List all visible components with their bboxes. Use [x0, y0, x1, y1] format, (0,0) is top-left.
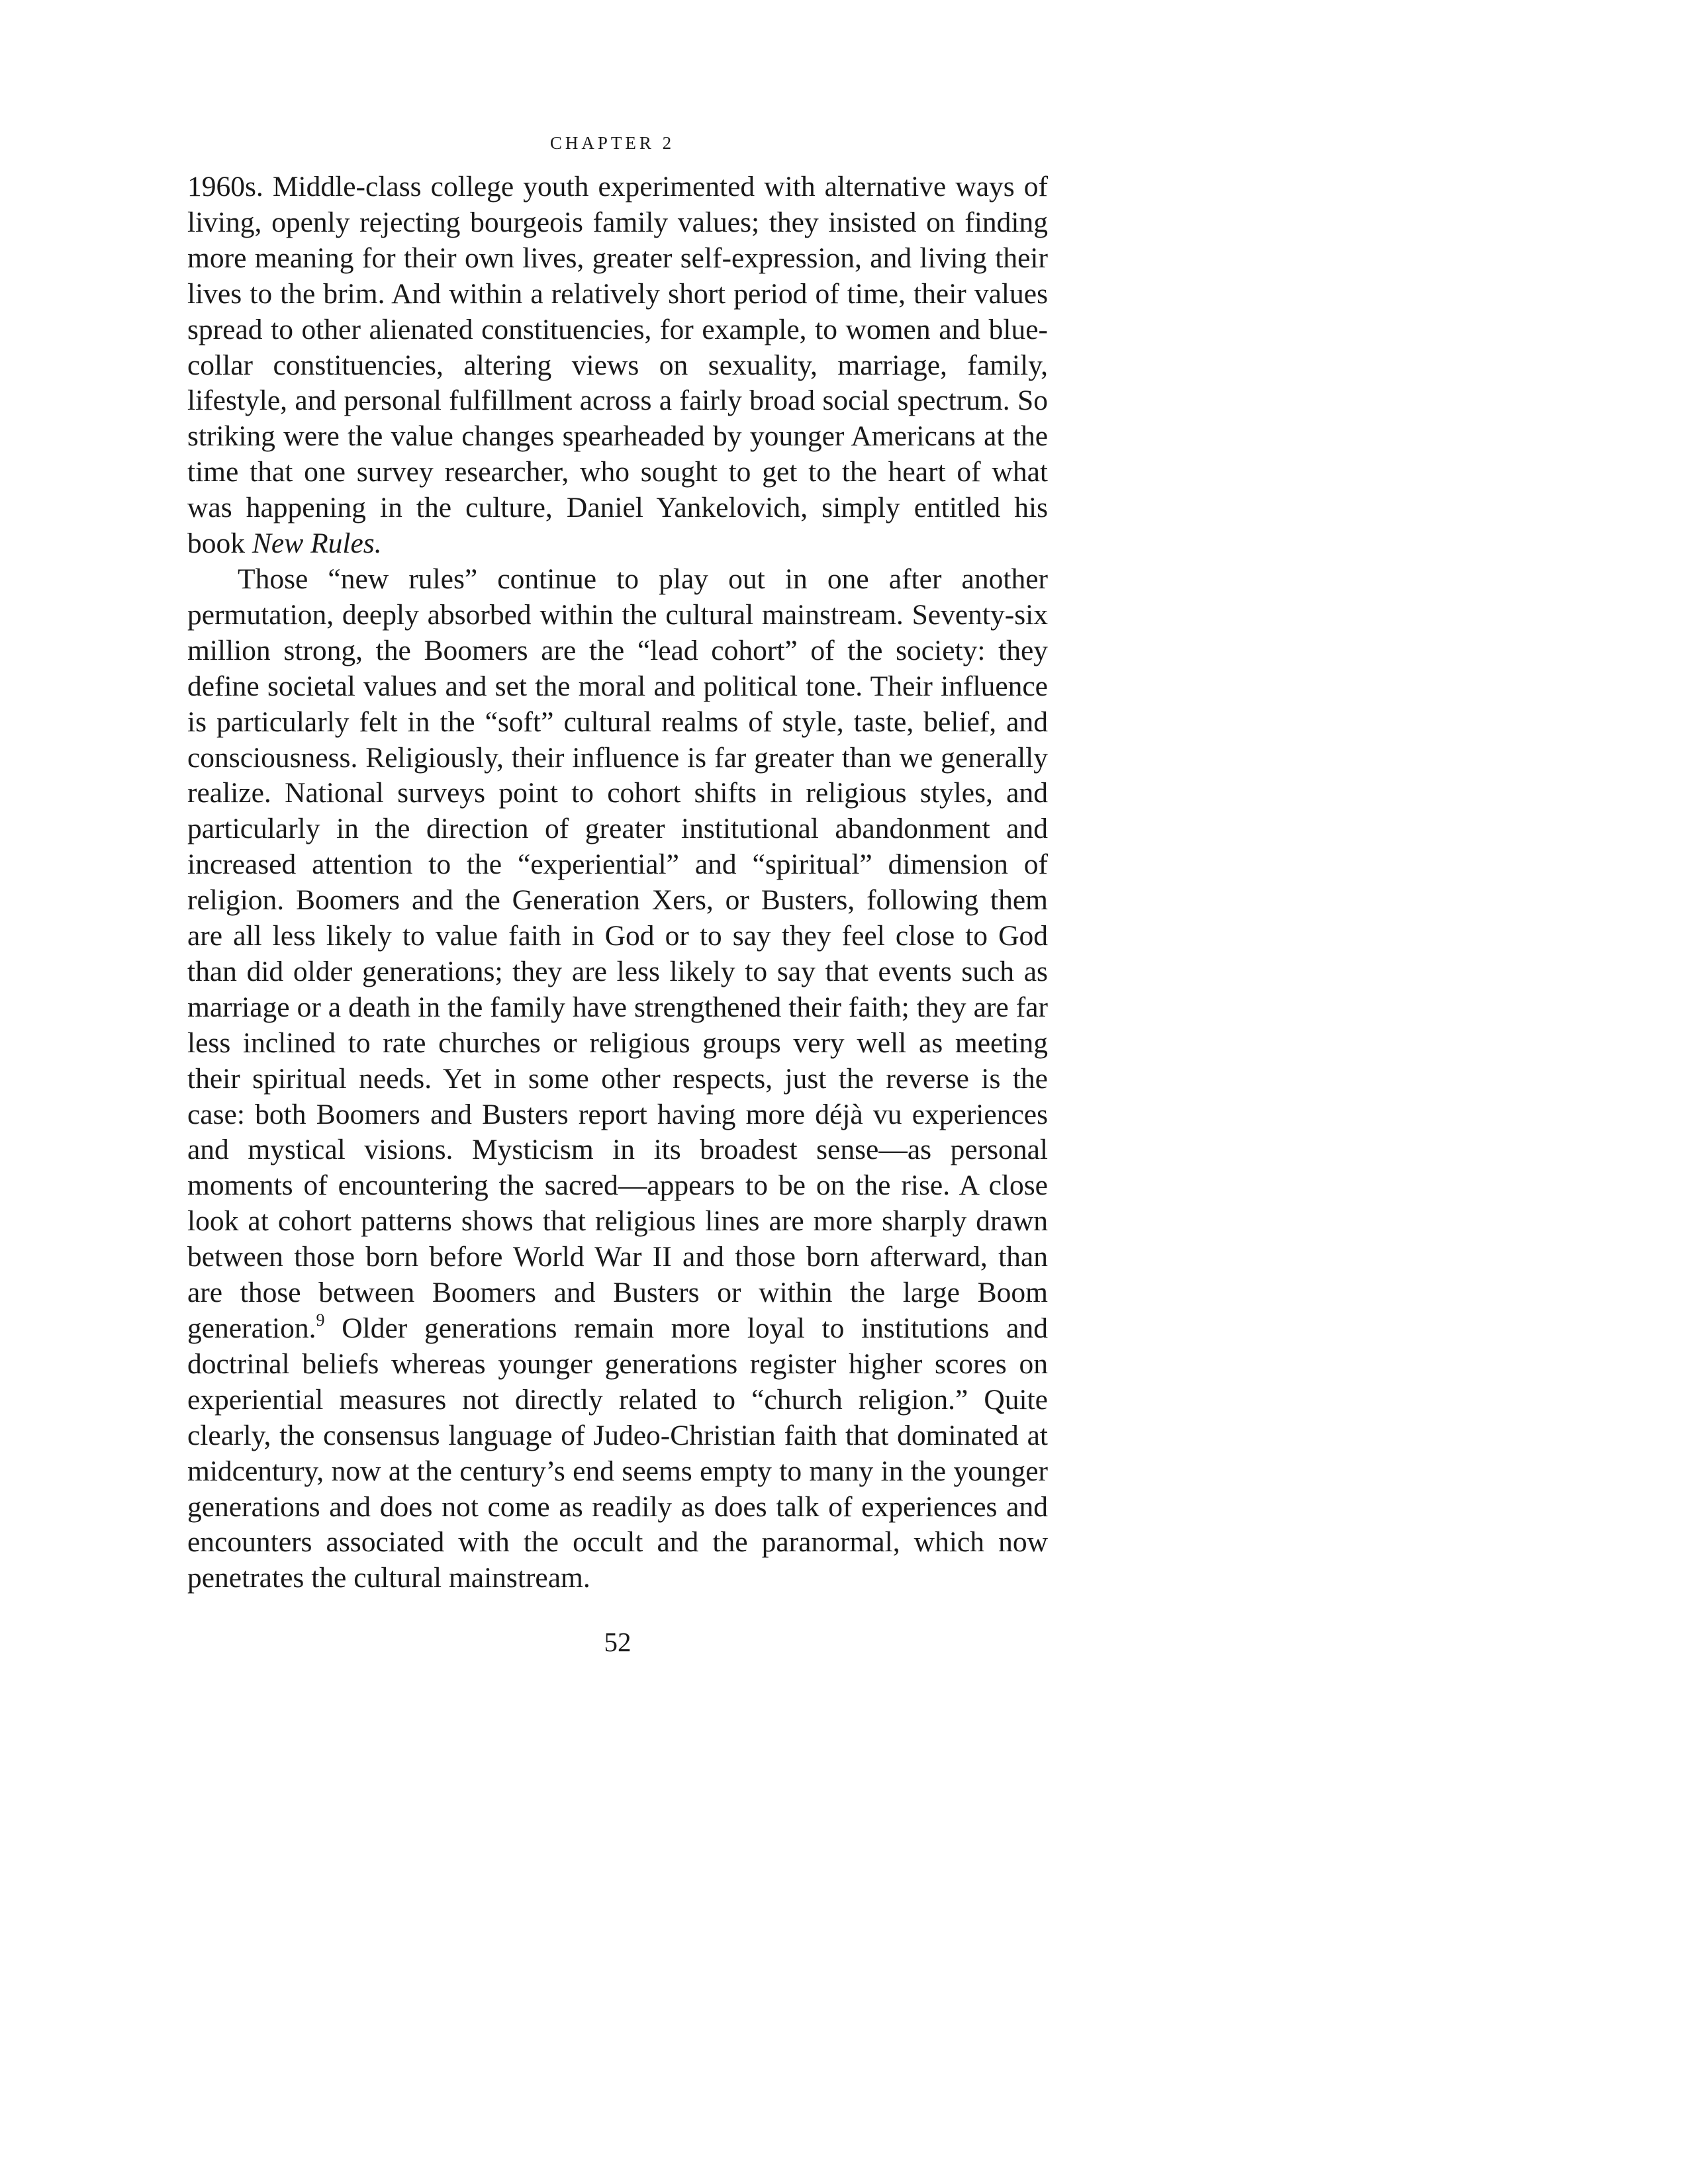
- paragraph-2-text-after: Older generations remain more loyal to institutions and doctrinal beliefs whereas younger generations register higher scores on experiential measures not directly related to “church religion.” Quite clearly, the consensus language of Judeo-Christian faith that dominated at midcentury, now at the century’s end seems empty to many in the younger generations and does not come as readily as does talk of experiences and encounters associated with the occult and the paranormal, which now penetrates the cultural mainstream.: [187, 1312, 1048, 1594]
- paragraph-2: [187, 562, 1048, 1596]
- paragraph-2-text: Those “new rules” continue to play out in one after another permutation, deeply absorbed within the cultural mainstream. Seventy-six million strong, the Boomers are the “lead cohort” of the society: they define societal values and set the moral and political tone. Their influence is particularly felt in the “soft” cultural realms of style, taste, belief, and consciousness. Religiously, their influence is far greater than we generally realize. National surveys point to cohort shifts in religious styles, and particularly in the direction of greater institutional abandonment and increased attention to the “experiential” and “spiritual” dimension of religion. Boomers and the Generation Xers, or Busters, following them are all less likely to value faith in God or to say they feel close to God than did older generations; they are less likely to say that events such as marriage or a death in the family have strengthened their faith; they are far less inclined to rate churches or religious groups very well as meeting their spiritual needs. Yet in some other respects, just the reverse is the case: both Boomers and Busters report having more déjà vu experiences and mystical visions. Mysticism in its broadest sense—as personal moments of encountering the sacred—appears to be on the rise. A close look at cohort patterns shows that religious lines are more sharply drawn between those born before World War II and those born afterward, than are those between Boomers and Busters or within the large Boom generation.: [187, 563, 1048, 1344]
- footnote-reference: 9: [316, 1310, 325, 1330]
- book-title: New Rules.: [252, 527, 382, 560]
- running-head: CHAPTER 2: [549, 133, 675, 153]
- paragraph-1: [187, 169, 1048, 562]
- body-text: [187, 169, 1048, 1596]
- paragraph-1-text: 1960s. Middle-class college youth experimented with alternative ways of living, openly rejecting bourgeois family values; they insisted on finding more meaning for their own lives, greater self-expression, and living their lives to the brim. And within a relatively short period of time, their values spread to other alienated constituencies, for example, to women and blue-collar constituencies, altering views on sexuality, marriage, family, lifestyle, and personal fulfillment across a fairly broad social spectrum. So striking were the value changes spearheaded by younger Americans at the time that one survey researcher, who sought to get to the heart of what was happening in the culture, Daniel Yankelovich, simply entitled his book: [187, 171, 1048, 560]
- page-number: 52: [604, 1627, 632, 1657]
